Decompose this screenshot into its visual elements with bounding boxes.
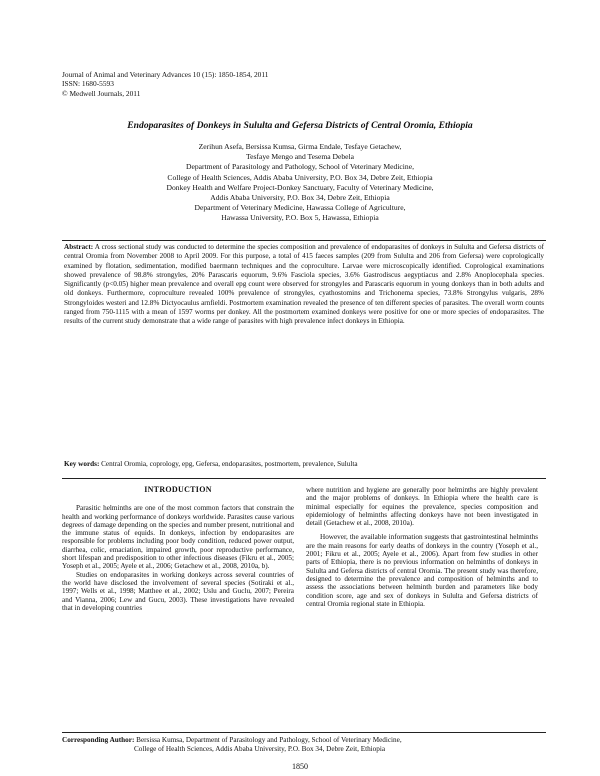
introduction-heading: INTRODUCTION: [144, 485, 212, 494]
affiliation-2-address: Addis Ababa University, P.O. Box 34, Debre Zeit, Ethiopia: [210, 193, 390, 203]
author-names: Zerihun Asefa, Bersissa Kumsa, Girma Endale, Tesfaye Getachew,: [198, 142, 402, 151]
page-number: 1850: [292, 762, 308, 771]
journal-header: [62, 70, 268, 98]
keywords: [64, 460, 544, 469]
corresponding-line-2: College of Health Sciences, Addis Ababa University, P.O. Box 34, Debre Zeit, Ethiopia: [134, 745, 386, 753]
keywords-text: Central Oromia, coprology, epg, Gefersa, endoparasites, postmortem, prevalence, Sululta: [101, 460, 358, 468]
corresponding-label: Corresponding Author:: [62, 736, 135, 744]
affiliation-3-address: Hawassa University, P.O. Box 5, Hawassa, Ethiopia: [221, 213, 379, 223]
affiliation-1-address: College of Health Sciences, Addis Ababa University, P.O. Box 34, Debre Zeit, Ethiopia: [167, 172, 433, 182]
abstract: [64, 243, 544, 327]
intro-paragraph-4: However, the available information suggests that gastrointestinal helminths are the main reasons for early deaths of donkeys in the country (Yoseph et al., 2001; Fikru et al., 2005; Ayele et al., 2006). Apart from few studies in other parts of Ethiopia, there is no previous information on helminths of donkeys in Sululta and Gefersa districts of central Oromia. The present study was therefore, designed to determine the prevalence and composition of helminths and to assess the associations between helminth burden and parameters like body condition score, age and sex of donkeys in Sululta and Gefersa districts of central Oromia regional state in Ethiopia.: [306, 533, 538, 608]
left-column: [62, 486, 294, 612]
corresponding-line-1: Bersissa Kumsa, Department of Parasitology and Pathology, School of Veterinary Medicine,: [136, 736, 402, 744]
keywords-label: Key words:: [64, 460, 100, 468]
abstract-text: A cross sectional study was conducted to determine the species composition and prevalence of endoparasites of donkeys in Sululta and Gefersa districts of central Oromia from November 2008 to April 2009. For this purpose, a total of 415 faeces samples (209 from Sululta and 206 from Gefersa) were coprologically examined by flotation, sedimentation, modified baermann techniques and the coproculture. Larvae were microscopically identified. Coprological examinations showed prevalence of 98.8% strongyles, 20% Parascaris equorum, 9.6% Fasciola species, 3.6% Gastrodiscus aegyptiacus and 2.8% Anoplocephala species. Significantly (p<0.05) higher mean prevalence and overall epg count were observed for strongyles and Parascaris equorum in young donkeys than in both adults and old donkeys. Furthermore, coproculture revealed 100% prevalence of strongyles, cyathostomins and Trichonema species, 73.8% Strongylus vulgaris, 28% Strongyloides westeri and 12.8% Dictyocaulus arnfieldi. Postmortem examination revealed the presence of ten different species of parasites. The overall worm counts ranged from 750-1115 with a mean of 1597 worms per donkey. All the postmortem examined donkeys were positive for one or more species of endoparasites. The results of the current study demonstrate that a wide range of parasites with high prevalence infect donkeys in Ethiopia.: [64, 243, 544, 326]
right-column: [306, 486, 538, 608]
journal-citation: Journal of Animal and Veterinary Advances 10 (15): 1850-1854, 2011: [62, 70, 269, 79]
affiliation-1: Department of Parasitology and Pathology, School of Veterinary Medicine,: [186, 162, 414, 172]
abstract-label: Abstract:: [64, 243, 94, 251]
journal-copyright: © Medwell Journals, 2011: [62, 88, 141, 98]
intro-paragraph-3: where nutrition and hygiene are generally poor helminths are highly prevalent and the major problems of donkeys. In Ethiopia where the health care is minimal especially for equines the prevalence, species composition and epidemiology of helminths affecting donkeys have not been investigated in detail (Getachew et al., 2008, 2010a).: [306, 486, 538, 528]
affiliation-2: Donkey Health and Welfare Project-Donkey Sanctuary, Faculty of Veterinary Medicine,: [166, 182, 434, 192]
corresponding-author: [62, 736, 546, 754]
affiliation-3: Department of Veterinary Medicine, Hawassa College of Agriculture,: [194, 203, 406, 213]
intro-paragraph-2: Studies on endoparasites in working donkeys across several countries of the world have disclosed the involvement of several species (Sotiraki et al., 1997; Wells et al., 1998; Matthee et al., 2002; Uslu and Guclu, 2007; Pereira and Vianna, 2006; Lew and Gucu, 2003). These investigations have revealed that in developing countries: [62, 570, 294, 612]
footer-rule: [62, 732, 546, 733]
intro-paragraph-1: Parasitic helminths are one of the most common factors that constrain the health and working performance of donkeys worldwide. Parasites cause various degrees of damage depending on the species and number present, nutritional and the immune status of equids. In donkeys, infection by endoparasites are responsible for problems including poor body condition, reduced power output, diarrhea, colic, emaciation, impaired growth, poor reproductive performance, short lifespan and predisposition to other infectious diseases (Fikru et al., 2005; Yoseph et al., 2005; Ayele et al., 2006; Getachew et al., 2008, 2010a, b).: [62, 504, 294, 571]
author-block: [40, 142, 560, 224]
journal-issn: ISSN: 1680-5593: [62, 79, 114, 89]
author-names-2: Tesfaye Mengo and Tesema Debela: [245, 152, 355, 162]
paper-title: Endoparasites of Donkeys in Sululta and Gefersa Districts of Central Oromia, Ethiopia: [127, 120, 473, 131]
